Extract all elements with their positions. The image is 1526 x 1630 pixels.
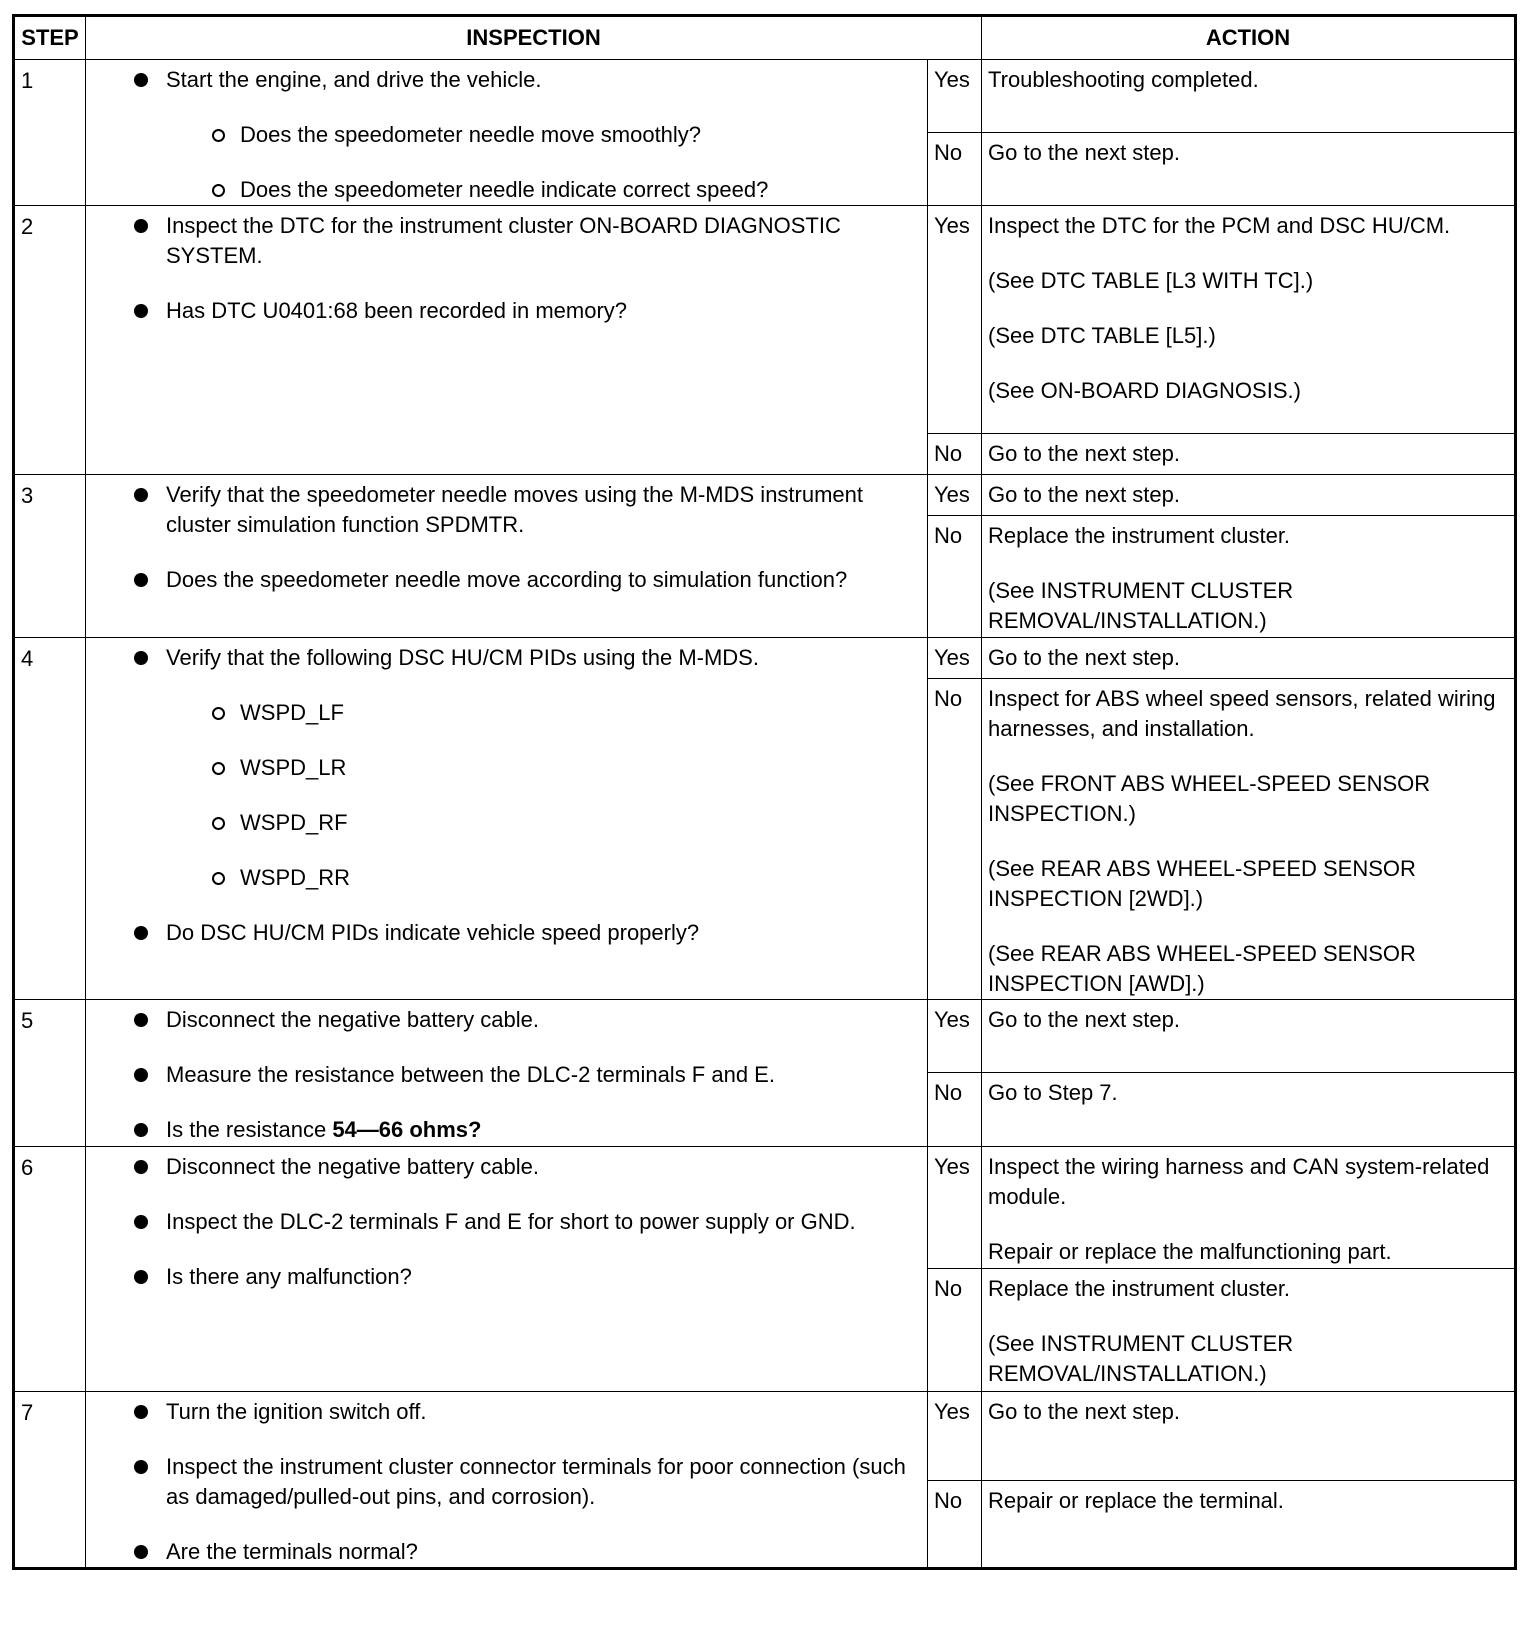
inspection-item	[86, 296, 919, 326]
no-action-cell	[982, 1269, 1516, 1392]
step-number: 2	[14, 206, 86, 475]
header-step: STEP	[14, 16, 86, 60]
inspection-subitem	[86, 753, 919, 783]
no-action-cell	[982, 1480, 1516, 1569]
yes-action-text: Go to the next step.	[988, 645, 1181, 670]
no-label: No	[928, 133, 982, 206]
yes-action-cell	[982, 1000, 1516, 1073]
inspection-list	[86, 1005, 919, 1145]
inspection-cell	[86, 1392, 928, 1569]
inspection-cell	[86, 206, 928, 475]
inspection-text: Inspect the DLC-2 terminals F and E for short to power supply or GND.	[166, 1209, 856, 1234]
inspection-item	[86, 643, 919, 893]
inspection-subitem	[86, 120, 919, 150]
inspection-text: Are the terminals normal?	[166, 1539, 418, 1564]
inspection-item	[86, 565, 919, 595]
inspection-cell	[86, 1000, 928, 1147]
header-action: ACTION	[982, 16, 1516, 60]
diagnostic-table	[12, 14, 1517, 1570]
inspection-subitem	[86, 863, 919, 893]
yes-action-text: Troubleshooting completed.	[988, 67, 1259, 92]
no-label: No	[928, 1269, 982, 1392]
yes-action-text: (See DTC TABLE [L3 WITH TC].)	[988, 268, 1314, 293]
no-action-cell	[982, 679, 1516, 1000]
step-number: 3	[14, 475, 86, 638]
no-action-text: Repair or replace the terminal.	[988, 1487, 1284, 1513]
inspection-subitem-text: WSPD_LR	[240, 755, 347, 780]
inspection-text: Inspect the DTC for the instrument cluster ON-BOARD DIAGNOSTIC SYSTEM.	[166, 213, 841, 268]
inspection-item	[86, 1005, 919, 1035]
yes-label: Yes	[928, 638, 982, 679]
inspection-item	[86, 1537, 919, 1567]
header-inspection: INSPECTION	[86, 16, 982, 60]
inspection-text: Inspect the instrument cluster connector terminals for poor connection (such as damaged/pulled-out pins, and corrosion).	[166, 1454, 906, 1509]
no-action-cell	[982, 1073, 1516, 1147]
yes-action-text: (See ON-BOARD DIAGNOSIS.)	[988, 378, 1301, 403]
no-action-cell	[982, 516, 1516, 638]
yes-action-cell	[982, 206, 1516, 434]
step-row	[14, 1147, 1516, 1269]
inspection-subitem-text: Does the speedometer needle indicate correct speed?	[240, 177, 769, 202]
inspection-item	[86, 65, 919, 205]
step-number: 6	[14, 1147, 86, 1392]
no-action-text: Go to the next step.	[988, 441, 1181, 466]
inspection-list	[86, 643, 919, 948]
header-row	[14, 16, 1516, 60]
yes-action-text: Inspect the DTC for the PCM and DSC HU/CM.	[988, 213, 1451, 238]
troubleshooting-document	[12, 14, 1514, 1628]
yes-action-cell	[982, 1392, 1516, 1481]
yes-action-text: Go to the next step.	[988, 1007, 1181, 1032]
step-number: 7	[14, 1392, 86, 1569]
no-action-text: (See FRONT ABS WHEEL-SPEED SENSOR INSPECTION.)	[988, 771, 1431, 826]
step-row	[14, 1392, 1516, 1481]
step-row	[14, 60, 1516, 133]
yes-label: Yes	[928, 1147, 982, 1269]
inspection-subitem-text: WSPD_LF	[240, 700, 344, 725]
no-label: No	[928, 679, 982, 1000]
no-action-text: Replace the instrument cluster.	[988, 523, 1291, 548]
inspection-subitem	[86, 175, 919, 205]
inspection-item	[86, 1262, 919, 1292]
inspection-cell	[86, 60, 928, 206]
inspection-text: Do DSC HU/CM PIDs indicate vehicle speed properly?	[166, 920, 700, 945]
yes-action-text: Repair or replace the malfunctioning part.	[988, 1239, 1392, 1264]
inspection-subitem-text: WSPD_RF	[240, 810, 348, 835]
step-row	[14, 475, 1516, 516]
inspection-list	[86, 1152, 919, 1292]
yes-action-text: Inspect the wiring harness and CAN system-related module.	[988, 1154, 1490, 1209]
inspection-text: Turn the ignition switch off.	[166, 1399, 427, 1424]
inspection-subitem	[86, 808, 919, 838]
step-number: 1	[14, 60, 86, 206]
inspection-text: Does the speedometer needle move according to simulation function?	[166, 567, 848, 592]
step-number: 5	[14, 1000, 86, 1147]
inspection-item	[86, 1060, 919, 1090]
yes-label: Yes	[928, 60, 982, 133]
inspection-text: Is the resistance	[166, 1117, 333, 1142]
inspection-sublist	[166, 120, 919, 205]
no-action-text: (See REAR ABS WHEEL-SPEED SENSOR INSPECTION [2WD].)	[988, 856, 1416, 911]
yes-action-text: Go to the next step.	[988, 1399, 1181, 1424]
yes-action-cell	[982, 475, 1516, 516]
no-action-text: Replace the instrument cluster.	[988, 1276, 1291, 1301]
no-label: No	[928, 434, 982, 475]
inspection-text: Verify that the following DSC HU/CM PIDs using the M-MDS.	[166, 645, 759, 670]
inspection-cell	[86, 638, 928, 1000]
step-row	[14, 206, 1516, 434]
inspection-spec-value: 54—66 ohms?	[332, 1117, 482, 1142]
yes-action-cell	[982, 638, 1516, 679]
inspection-text: Has DTC U0401:68 been recorded in memory?	[166, 298, 628, 323]
no-action-text: Inspect for ABS wheel speed sensors, related wiring harnesses, and installation.	[988, 686, 1496, 741]
inspection-item	[86, 1115, 919, 1145]
no-action-cell	[982, 434, 1516, 475]
inspection-subitem-text: Does the speedometer needle move smoothly?	[240, 122, 702, 147]
step-row	[14, 638, 1516, 679]
inspection-sublist	[166, 698, 919, 893]
step-number: 4	[14, 638, 86, 1000]
yes-action-text: Go to the next step.	[988, 482, 1181, 507]
no-label: No	[928, 1480, 982, 1569]
no-action-text: Go to the next step.	[988, 140, 1181, 165]
yes-label: Yes	[928, 206, 982, 434]
no-action-cell	[982, 133, 1516, 206]
no-action-text: Go to Step 7.	[988, 1080, 1118, 1105]
inspection-text: Verify that the speedometer needle moves using the M-MDS instrument cluster simulation function SPDMTR.	[166, 482, 864, 537]
no-label: No	[928, 516, 982, 638]
inspection-item	[86, 918, 919, 948]
inspection-cell	[86, 1147, 928, 1392]
inspection-list	[86, 1397, 919, 1567]
no-action-text: (See REAR ABS WHEEL-SPEED SENSOR INSPECTION [AWD].)	[988, 941, 1416, 996]
inspection-subitem-text: WSPD_RR	[240, 865, 351, 890]
inspection-item	[86, 1207, 919, 1237]
inspection-text: Disconnect the negative battery cable.	[166, 1154, 540, 1179]
yes-action-cell	[982, 1147, 1516, 1269]
yes-action-text: (See DTC TABLE [L5].)	[988, 323, 1216, 348]
inspection-item	[86, 1152, 919, 1182]
yes-label: Yes	[928, 1392, 982, 1481]
inspection-item	[86, 1452, 919, 1512]
no-action-text: (See INSTRUMENT CLUSTER REMOVAL/INSTALLATION.)	[988, 578, 1294, 633]
inspection-item	[86, 211, 919, 271]
step-row	[14, 1000, 1516, 1073]
inspection-cell	[86, 475, 928, 638]
no-label: No	[928, 1073, 982, 1147]
inspection-item	[86, 480, 919, 540]
inspection-list	[86, 480, 919, 595]
inspection-text: Measure the resistance between the DLC-2 terminals F and E.	[166, 1062, 775, 1087]
yes-label: Yes	[928, 1000, 982, 1073]
inspection-text: Is there any malfunction?	[166, 1264, 412, 1289]
no-action-text: (See INSTRUMENT CLUSTER REMOVAL/INSTALLATION.)	[988, 1331, 1294, 1386]
inspection-list	[86, 65, 919, 205]
inspection-list	[86, 211, 919, 326]
inspection-subitem	[86, 698, 919, 728]
inspection-item	[86, 1397, 919, 1427]
yes-label: Yes	[928, 475, 982, 516]
inspection-text: Disconnect the negative battery cable.	[166, 1007, 540, 1032]
inspection-text: Start the engine, and drive the vehicle.	[166, 67, 542, 92]
yes-action-cell	[982, 60, 1516, 133]
